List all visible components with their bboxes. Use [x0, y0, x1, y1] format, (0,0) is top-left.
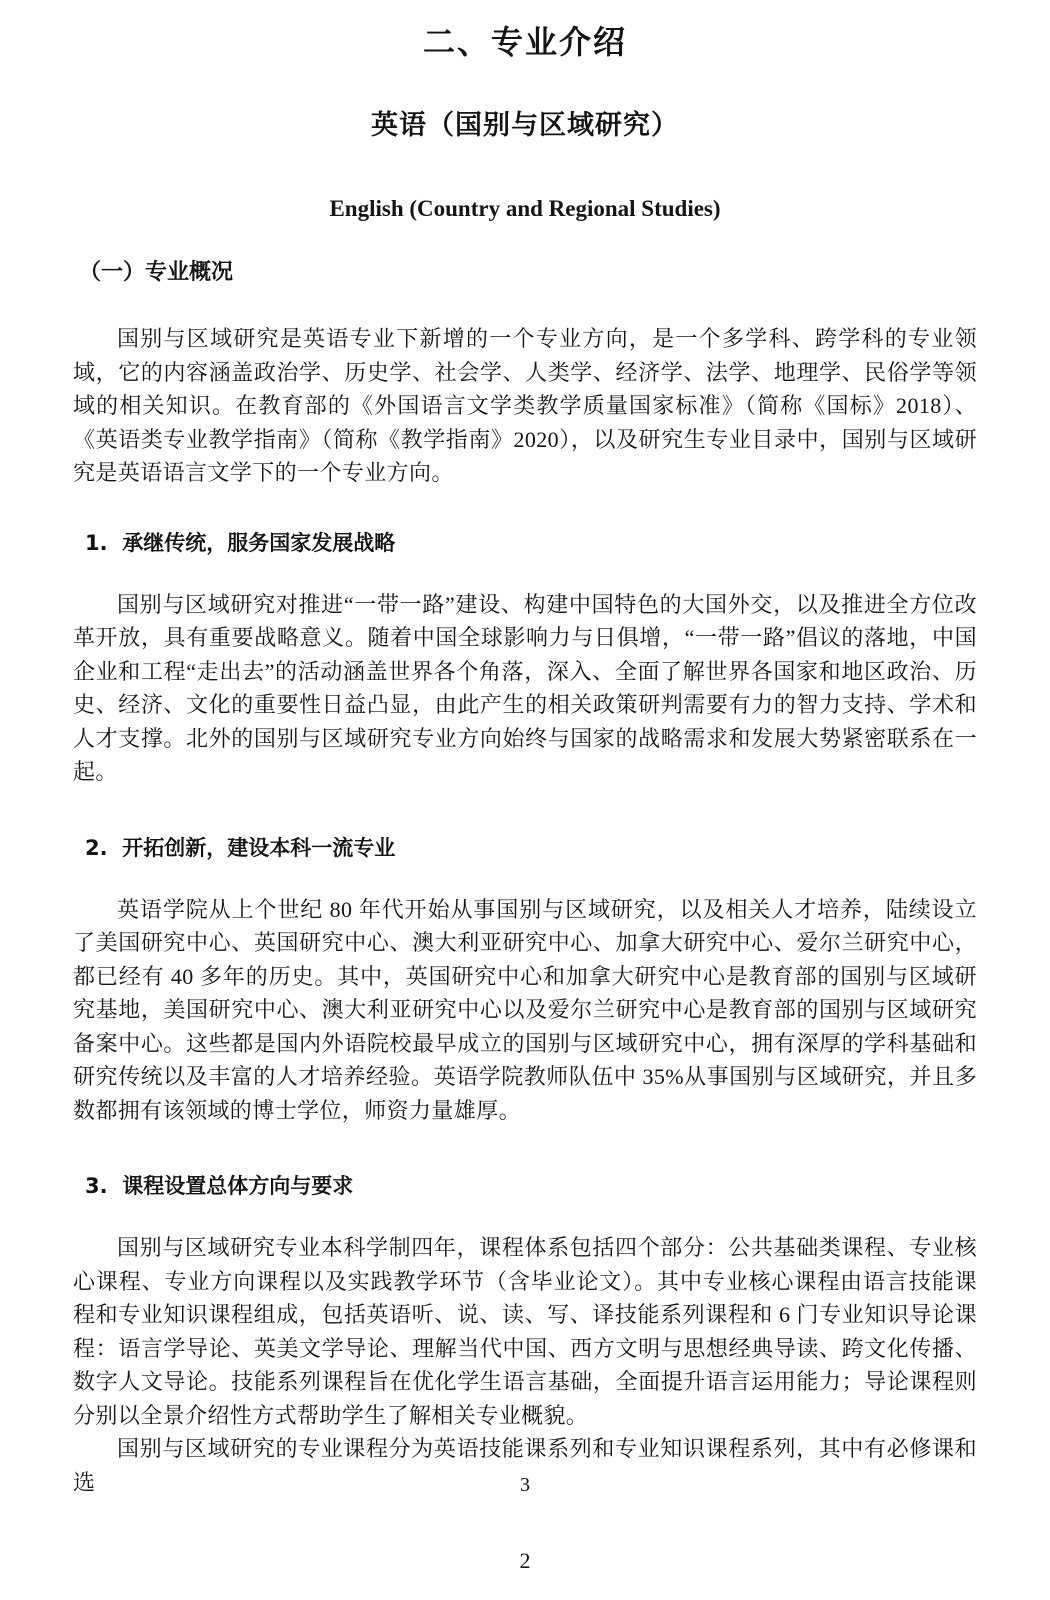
subsection-3-paragraph-1: 国别与区域研究专业本科学制四年，课程体系包括四个部分：公共基础类课程、专业核心课程、专业方向课程以及实践教学环节（含毕业论文）。其中专业核心课程由语言技能课程和专业知识课程组成，包括英语听、说、读、写、译技能系列课程和 6 门专业知识导论课程：语言学导论、英美文学导论、理解当代中国、西方文明与思想经典导读、跨文化传播、数字人文导论。技能系列课程旨在优化学生语言基础，全面提升语言运用能力；导论课程则分别以全景介绍性方式帮助学生了解相关专业概貌。: [73, 1235, 977, 1428]
subsection-2-paragraph: 英语学院从上个世纪 80 年代开始从事国别与区域研究，以及相关人才培养，陆续设立了美国研究中心、英国研究中心、澳大利亚研究中心、加拿大研究中心、爱尔兰研究中心，都已经有 40 多年的历史。其中，英国研究中心和加拿大研究中心是教育部的国别与区域研究基地，美国研究中心、澳大利亚研究中心以及爱尔兰研究中心是教育部的国别与区域研究备案中心。这些都是国内外语院校最早成立的国别与区域研究中心，拥有深厚的学科基础和研究传统以及丰富的人才培养经验。英语学院教师队伍中 35%从事国别与区域研究，并且多数都拥有该领域的博士学位，师资力量雄厚。: [73, 896, 977, 1123]
inner-page-number: 3: [520, 1474, 530, 1496]
overview-heading: （一）专业概况: [79, 260, 234, 285]
subsection-1-heading: 1. 承继传统，服务国家发展战略: [85, 530, 396, 555]
major-title-chinese: 英语（国别与区域研究）: [371, 110, 679, 141]
subsection-3-paragraph-2: 国别与区域研究的专业课程分为英语技能课系列和专业知识课程系列，其中有必修课和选: [73, 1436, 977, 1495]
major-title-english: English (Country and Regional Studies): [329, 196, 721, 221]
overview-paragraph: 国别与区域研究是英语专业下新增的一个专业方向，是一个多学科、跨学科的专业领域，它的内容涵盖政治学、历史学、社会学、人类学、经济学、法学、地理学、民俗学等领域的相关知识。在教育部的《外国语言文学类教学质量国家标准》（简称《国标》2018）、《英语类专业教学指南》（简称《教学指南》2020），以及研究生专业目录中，国别与区域研究是英语语言文学下的一个专业方向。: [73, 326, 977, 485]
subsection-3-heading: 3. 课程设置总体方向与要求: [85, 1174, 354, 1198]
subsection-1-paragraph: 国别与区域研究对推进“一带一路”建设、构建中国特色的大国外交，以及推进全方位改革开放，具有重要战略意义。随着中国全球影响力与日俱增，“一带一路”倡议的落地，中国企业和工程“走出去”的活动涵盖世界各个角落，深入、全面了解世界各国家和地区政治、历史、经济、文化的重要性日益凸显，由此产生的相关政策研判需要有力的智力支持、学术和人才支撑。北外的国别与区域研究专业方向始终与国家的战略需求和发展大势紧密联系在一起。: [73, 591, 977, 784]
section-title: 二、专业介绍: [422, 23, 627, 61]
outer-page-number: 2: [519, 1548, 531, 1573]
subsection-2-heading: 2. 开拓创新，建设本科一流专业: [85, 835, 396, 860]
